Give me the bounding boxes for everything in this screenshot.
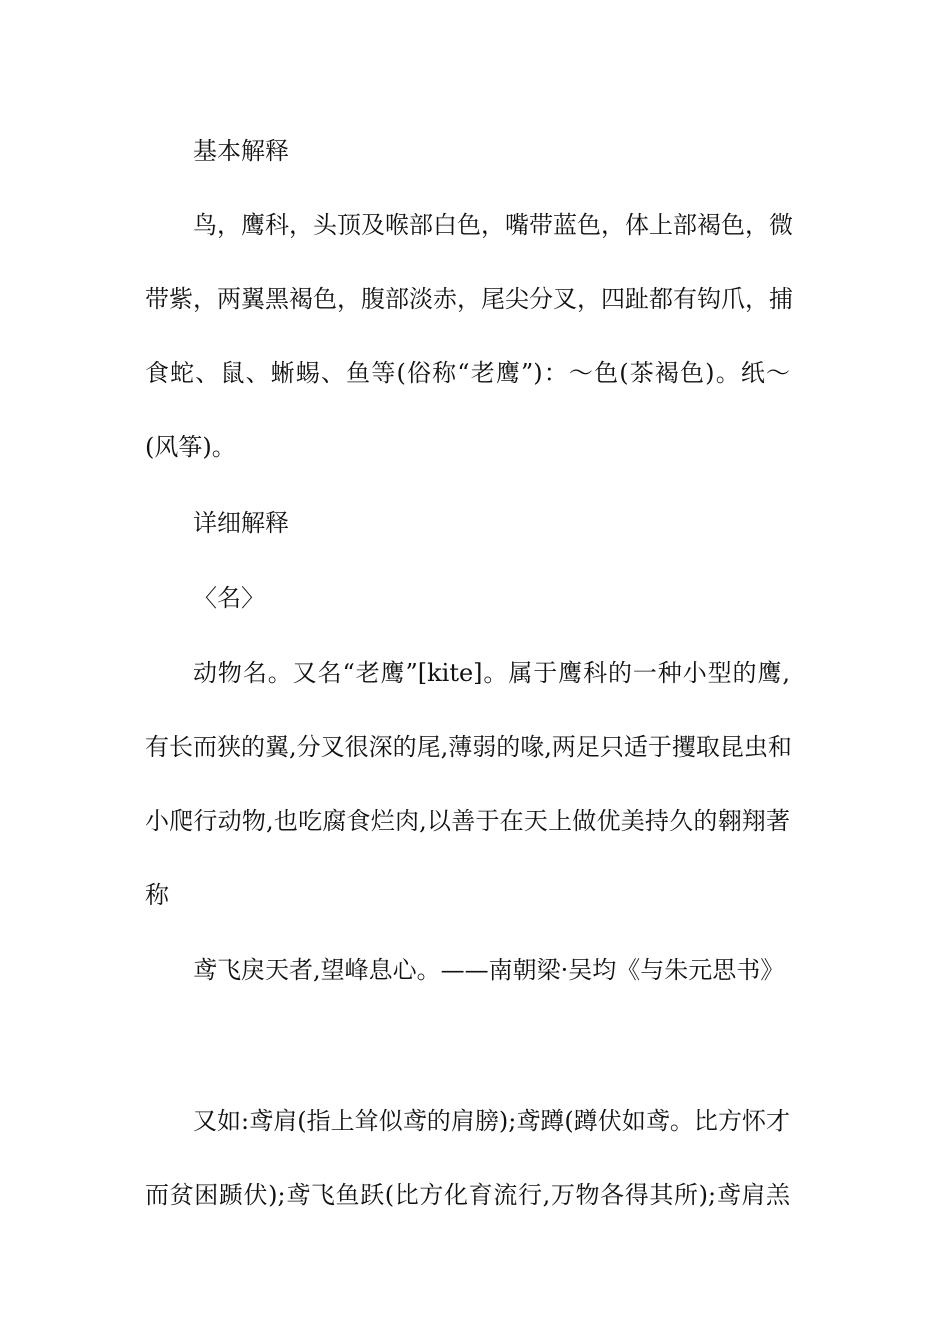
- detail-text-line: 动物名。又名“老鹰”[kite]。属于鹰科的一种小型的鹰,: [193, 659, 790, 687]
- basic-text-line: (风筝)。: [145, 433, 236, 461]
- basic-text-line: 带紫，两翼黑褐色，腹部淡赤，尾尖分叉，四趾都有钩爪，捕: [145, 285, 793, 313]
- part-of-speech-label: 〈名〉: [193, 584, 265, 612]
- detail-text-line: 小爬行动物,也吃腐食烂肉,以善于在天上做优美持久的翱翔著: [145, 807, 790, 835]
- classical-quote: 鸢飞戾天者,望峰息心。——南朝梁·吴均《与朱元思书》: [193, 956, 785, 984]
- example-text-line: 而贫困踬伏);鸢飞鱼跃(比方化育流行,万物各得其所);鸢肩羔: [145, 1181, 790, 1209]
- detail-text-line: 称: [145, 881, 169, 909]
- example-text-line: 又如:鸢肩(指上耸似鸢的肩膀);鸢蹲(蹲伏如鸢。比方怀才: [193, 1107, 790, 1135]
- heading-detailed-explanation: 详细解释: [193, 509, 289, 537]
- heading-basic-explanation: 基本解释: [193, 137, 289, 165]
- basic-text-line: 食蛇、鼠、蜥蜴、鱼等(俗称“老鹰”)：～色(茶褐色)。纸～: [145, 359, 790, 387]
- detail-text-line: 有长而狭的翼,分叉很深的尾,薄弱的喙,两足只适于攫取昆虫和: [145, 733, 792, 761]
- basic-text-line: 鸟，鹰科，头顶及喉部白色，嘴带蓝色，体上部褐色，微: [193, 211, 793, 239]
